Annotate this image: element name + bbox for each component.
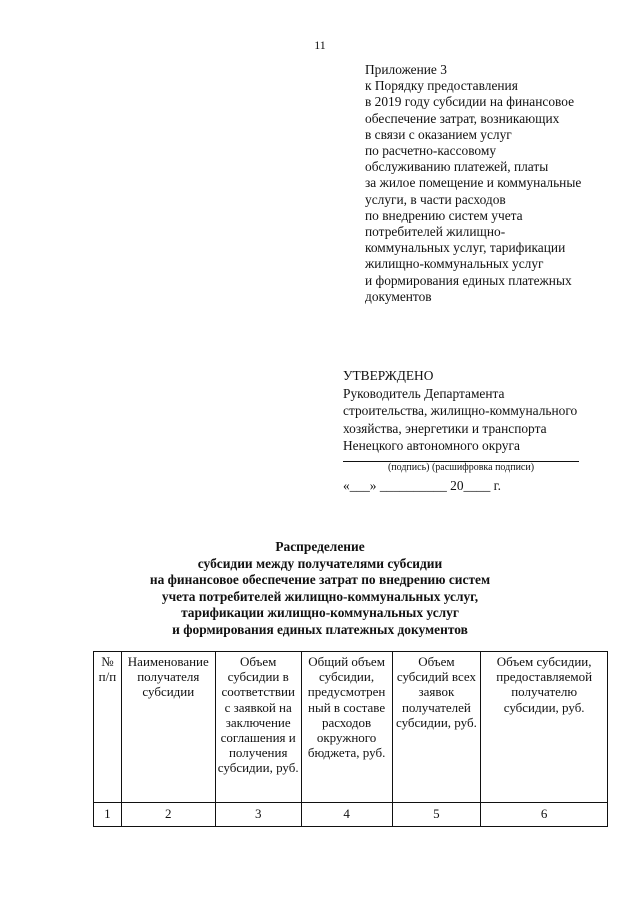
- header-granted-amount: Объем субсидии, предоставляемой получателю субсидии, руб.: [481, 652, 608, 803]
- table-numbering-row: [94, 803, 608, 827]
- header-requested-amount: Объем субсидии в соответствии с заявкой на заключение соглашения и получения субсидии, руб.: [215, 652, 301, 803]
- annex-line: жилищно-коммунальных услуг: [365, 256, 544, 272]
- heading-line: на финансовое обеспечение затрат по внедрению систем: [149, 572, 491, 587]
- annex-line: обеспечение затрат, возникающих: [365, 110, 560, 126]
- heading-line: субсидии между получателями субсидии: [197, 555, 443, 571]
- annex-line: документов: [365, 288, 432, 304]
- annex-reference: [365, 62, 630, 305]
- page-number: 11: [314, 38, 326, 52]
- table-cell: 5: [392, 803, 481, 827]
- annex-line: коммунальных услуг, тарификации: [365, 240, 566, 256]
- annex-line: по внедрению систем учета: [365, 207, 523, 223]
- approval-line: строительства, жилищно-коммунального: [343, 403, 578, 418]
- annex-line: по расчетно-кассовому: [365, 143, 497, 159]
- annex-line: услуги, в части расходов: [365, 191, 506, 207]
- header-budget-total: Общий объем субсидии, предусмотрен ный в составе расходов окружного бюджета, руб.: [301, 652, 392, 803]
- approval-line: Ненецкого автономного округа: [343, 438, 520, 453]
- date-line: «___» __________ 20____ г.: [343, 478, 501, 493]
- header-number: № п/п: [94, 652, 122, 803]
- annex-line: к Порядку предоставления: [365, 78, 518, 94]
- table-cell: 6: [481, 803, 608, 827]
- heading-line: учета потребителей жилищно-коммунальных услуг,: [161, 588, 479, 604]
- header-recipient-name: Наименование получателя субсидии: [121, 652, 215, 803]
- annex-line: и формирования единых платежных: [365, 272, 572, 288]
- approval-line: хозяйства, энергетики и транспорта: [343, 420, 547, 436]
- approval-line: Руководитель Департамента: [343, 385, 505, 401]
- table-cell: 2: [121, 803, 215, 827]
- table-cell: 4: [301, 803, 392, 827]
- annex-line: в связи с оказанием услуг: [365, 126, 512, 142]
- annex-line: за жилое помещение и коммунальные: [365, 175, 582, 191]
- approval-title: УТВЕРЖДЕНО: [343, 368, 434, 383]
- annex-line: обслуживанию платежей, платы: [365, 159, 549, 175]
- annex-line: Приложение 3: [365, 62, 447, 77]
- heading-line: и формирования единых платежных документов: [172, 621, 468, 637]
- distribution-table: [93, 651, 608, 827]
- table-cell: 3: [215, 803, 301, 827]
- signature-caption: (подпись) (расшифровка подписи): [387, 462, 535, 473]
- approval-block: [343, 367, 633, 455]
- table-header-row: [94, 652, 608, 803]
- document-heading: [0, 539, 640, 638]
- table-cell: 1: [94, 803, 122, 827]
- annex-line: в 2019 году субсидии на финансовое: [365, 94, 575, 110]
- header-all-requests-total: Объем субсидий всех заявок получателей субсидии, руб.: [392, 652, 481, 803]
- annex-line: потребителей жилищно-: [365, 224, 506, 240]
- heading-line: тарификации жилищно-коммунальных услуг: [181, 605, 459, 620]
- heading-line: Распределение: [275, 539, 365, 554]
